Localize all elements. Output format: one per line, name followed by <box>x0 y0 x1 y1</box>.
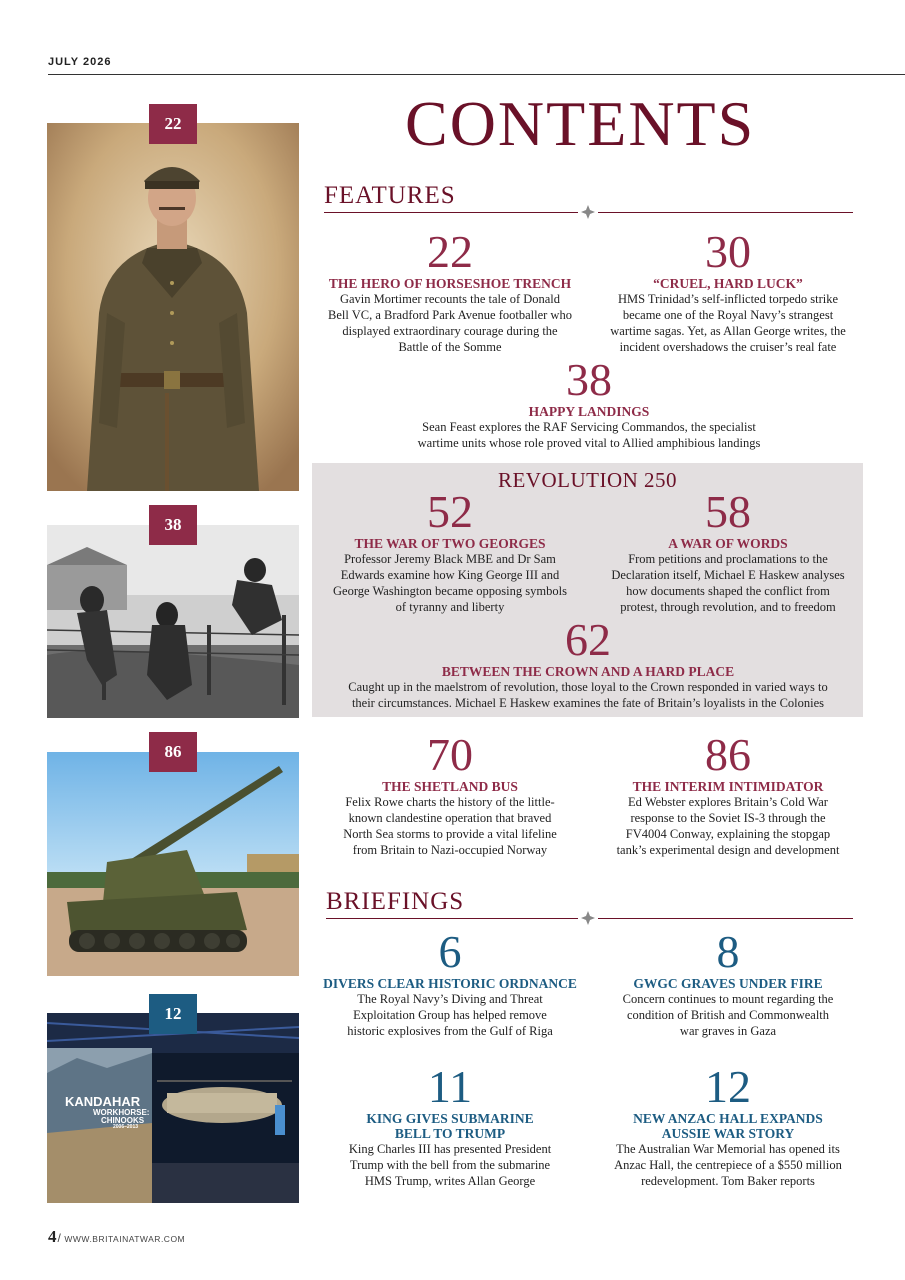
article-title: BETWEEN THE CROWN AND A HARD PLACE <box>441 664 735 679</box>
article-description: Ed Webster explores Britain’s Cold War response to the Soviet IS-3 through the FV4004 Conway, explaining the stopgap tank’s experimental design and development <box>616 795 840 857</box>
section-heading-revolution: REVOLUTION 250 <box>497 468 678 492</box>
footer-page-number: 4 <box>48 1227 57 1246</box>
article-description: King Charles III has presented President Trump with the bell from the submarine HMS Trump, writes Allan George <box>348 1142 552 1188</box>
article-description: Concern continues to mount regarding the condition of British and Commonwealth war graves in Gaza <box>622 992 834 1038</box>
feature-entry[interactable] <box>598 729 858 858</box>
page-number: 62 <box>565 614 611 665</box>
section-heading-features: FEATURES <box>324 182 456 209</box>
issue-date: JULY 2026 <box>48 56 112 68</box>
feature-entry[interactable] <box>360 354 818 451</box>
page-number: 38 <box>566 354 612 405</box>
article-title: NEW ANZAC HALL EXPANDS <box>633 1111 823 1126</box>
feature-entry[interactable] <box>320 486 580 615</box>
briefing-entry[interactable] <box>598 1061 858 1189</box>
maltese-cross-icon <box>581 911 595 925</box>
thumbnail-tank[interactable] <box>47 752 299 976</box>
thumbnail-museum-hall[interactable] <box>47 1013 299 1203</box>
article-description: The Australian War Memorial has opened its Anzac Hall, the centrepiece of a $550 million redevelopment. Tom Baker reports <box>614 1142 842 1188</box>
tank-image <box>47 752 299 976</box>
feature-entry[interactable] <box>598 226 858 355</box>
article-description: Gavin Mortimer recounts the tale of Donald Bell VC, a Bradford Park Avenue footballer who displayed extraordinary courage during the Battle of the Somme <box>328 292 572 354</box>
briefing-entry[interactable] <box>598 926 858 1039</box>
article-description: From petitions and proclamations to the Declaration itself, Michael E Haskew analyses how documents shaped the conflict from protest, through revolution, and to freedom <box>611 552 845 614</box>
section-rule <box>326 918 578 919</box>
maltese-cross-icon <box>581 205 595 219</box>
feature-entry[interactable] <box>598 486 858 615</box>
page-number: 8 <box>716 926 740 977</box>
article-title: HAPPY LANDINGS <box>528 404 650 419</box>
page-footer <box>48 1227 185 1247</box>
section-rule <box>598 212 853 213</box>
feature-entry[interactable] <box>320 729 580 858</box>
section-rule <box>598 918 853 919</box>
page-badge-22: 22 <box>149 104 197 144</box>
section-heading-briefings: BRIEFINGS <box>326 888 465 915</box>
article-title: THE INTERIM INTIMIDATOR <box>632 779 824 794</box>
page-badge-12: 12 <box>149 994 197 1034</box>
page-number: 22 <box>427 226 473 277</box>
page-number: 70 <box>427 729 473 780</box>
article-title: THE HERO OF HORSESHOE TRENCH <box>328 276 572 291</box>
museum-sign-line: 2006–2013 <box>113 1124 139 1131</box>
museum-sign-line: KANDAHAR <box>65 1094 141 1109</box>
museum-sign <box>65 1095 149 1131</box>
feature-entry[interactable] <box>316 614 860 711</box>
commandos-training-image <box>47 525 299 718</box>
article-title-line2: AUSSIE WAR STORY <box>661 1126 795 1141</box>
article-description: Felix Rowe charts the history of the little- known clandestine operation that braved North Sea storms to provide a vital lifeline from Britain to Nazi-occupied Norway <box>343 795 557 857</box>
briefing-entry[interactable] <box>320 1061 580 1189</box>
article-title: KING GIVES SUBMARINE <box>366 1111 534 1126</box>
top-rule <box>48 74 905 75</box>
page-number: 11 <box>427 1061 473 1112</box>
footer-url[interactable]: WWW.BRITAINATWAR.COM <box>64 1234 186 1244</box>
soldier-portrait-image <box>47 123 299 491</box>
page-number: 12 <box>705 1061 751 1112</box>
page-number: 58 <box>705 486 751 537</box>
page-badge-38: 38 <box>149 505 197 545</box>
museum-sign-line: WORKHORSE: <box>93 1107 150 1117</box>
article-description: HMS Trinidad’s self-inflicted torpedo strike became one of the Royal Navy’s strangest wartime sagas. Yet, as Allan George writes, the incident overshadows the cruiser’s real fate <box>610 292 846 354</box>
thumbnail-commandos-training[interactable] <box>47 525 299 718</box>
article-description: The Royal Navy’s Diving and Threat Exploitation Group has helped remove historic explosives from the Gulf of Riga <box>347 992 553 1038</box>
page-title: CONTENTS <box>405 88 756 159</box>
article-title: THE SHETLAND BUS <box>382 779 518 794</box>
page-number: 52 <box>427 486 473 537</box>
thumbnail-soldier-portrait[interactable] <box>47 123 299 491</box>
feature-entry[interactable] <box>320 226 580 355</box>
article-description: Sean Feast explores the RAF Servicing Commandos, the specialist wartime units whose role proved vital to Allied amphibious landings <box>417 420 761 450</box>
article-description: Caught up in the maelstrom of revolution, those loyal to the Crown responded in varied ways to their circumstances. Michael E Haskew examines the fate of Britain’s loyalists in the Colonies <box>348 680 828 710</box>
page-badge-86: 86 <box>149 732 197 772</box>
article-title-line2: BELL TO TRUMP <box>394 1126 506 1141</box>
page-number: 6 <box>438 926 462 977</box>
article-title: A WAR OF WORDS <box>668 536 788 551</box>
article-description: Professor Jeremy Black MBE and Dr Sam Edwards examine how King George III and George Washington became opposing symbols of tyranny and liberty <box>333 552 567 614</box>
article-title: DIVERS CLEAR HISTORIC ORDNANCE <box>323 976 577 991</box>
section-rule <box>324 212 578 213</box>
briefing-entry[interactable] <box>320 926 580 1039</box>
article-title: GWGC GRAVES UNDER FIRE <box>633 976 823 991</box>
page-number: 86 <box>705 729 751 780</box>
article-title: THE WAR OF TWO GEORGES <box>354 536 546 551</box>
page-number: 30 <box>705 226 751 277</box>
museum-sign-line: CHINOOKS <box>101 1116 145 1126</box>
footer-separator: / <box>57 1231 62 1245</box>
article-title: “CRUEL, HARD LUCK” <box>653 276 803 291</box>
